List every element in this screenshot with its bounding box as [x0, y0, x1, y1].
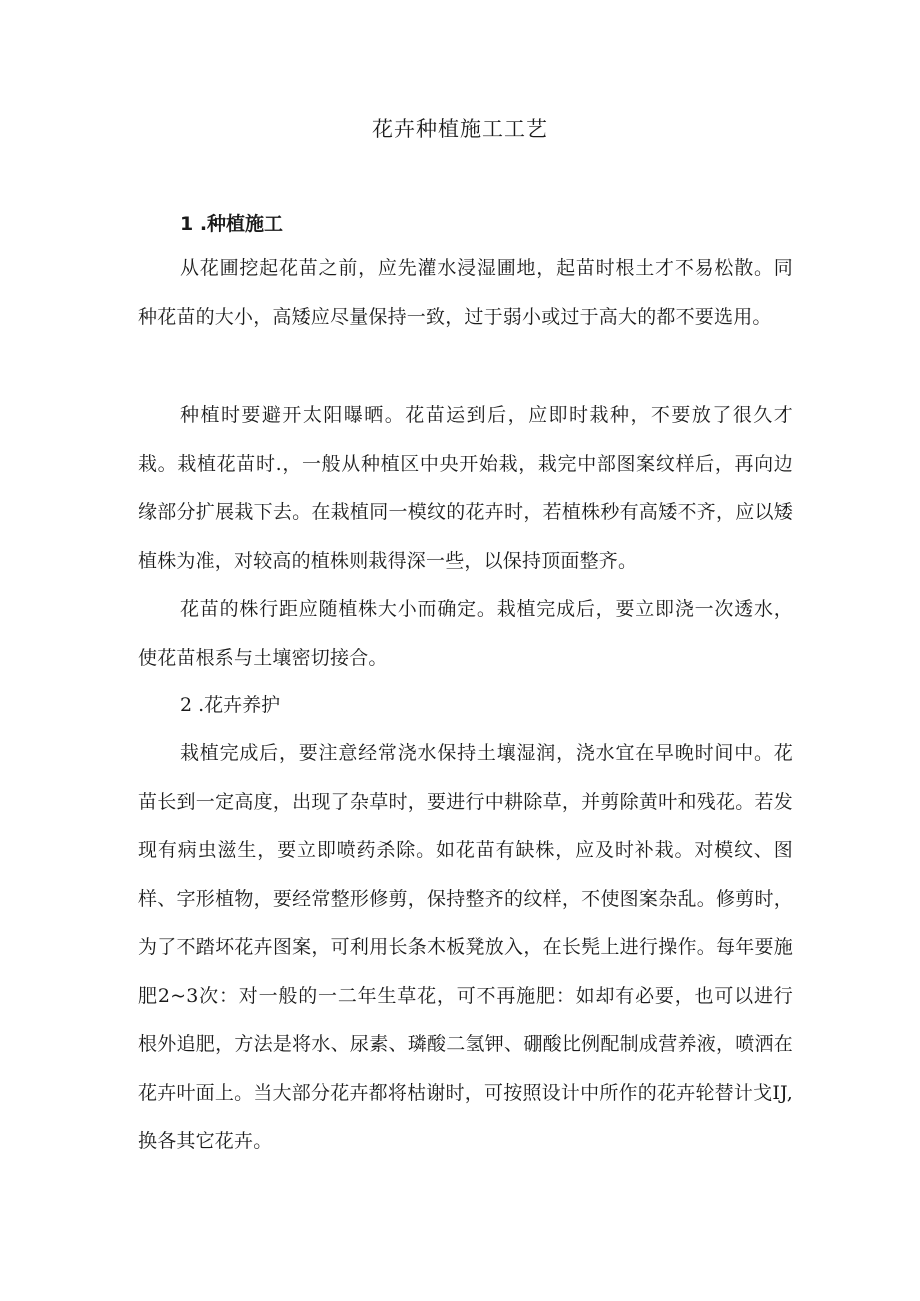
document-title: 花卉种植施工工艺: [372, 117, 548, 141]
paragraph-4: 栽植完成后，要注意经常浇水保持土壤湿润，浇水宜在早晚时间中。花苗长到一定高度，出现了杂草时，要进行中耕除草，并剪除黄叶和残花。若发现有病虫滋生，要立即喷药杀除。如花苗有缺株，应及时补栽。对模纹、图样、字形植物，要经常整形修剪，保持整齐的纹样，不使图案杂乱。修剪时，为了不踏坏花卉图案，可利用长条木板凳放入，在长髡上进行操作。每年要施肥2~3次：对一般的一二年生草花，可不再施肥：如却有必要，也可以进行根外追肥，方法是将水、尿素、璘酸二氢钾、硼酸比例配制成营养液，喷洒在花卉叶面上。当大部分花卉都将枯谢时，可按照设计中所作的花卉轮替计戈IJ,换各其它花卉。: [138, 742, 793, 1152]
paragraph-3: 花苗的株行距应随植株大小而确定。栽植完成后，要立即浇一次透水，使花苗根系与土壤密切接合。: [138, 598, 793, 669]
paragraph-1: 从花圃挖起花苗之前，应先灌水浸湿圃地，起苗时根土才不易松散。同种花苗的大小，高矮应尽量保持一致，过于弱小或过于高大的都不要选用。: [138, 257, 793, 328]
paragraph-2: 种植时要避开太阳曝晒。花苗运到后，应即时栽种，不要放了很久才栽。栽植花苗时.，一般从种植区中央开始栽，栽完中部图案纹样后，再向边缘部分扩展栽下去。在栽植同一模纹的花卉时，若植株秒有高矮不齐，应以矮植株为准，对较高的植株则栽得深一些，以保持顶面整齐。: [138, 404, 793, 572]
section-heading-planting: 1 .种植施工: [180, 213, 284, 235]
section-heading-maintenance: 2 .花卉养护: [180, 694, 281, 716]
